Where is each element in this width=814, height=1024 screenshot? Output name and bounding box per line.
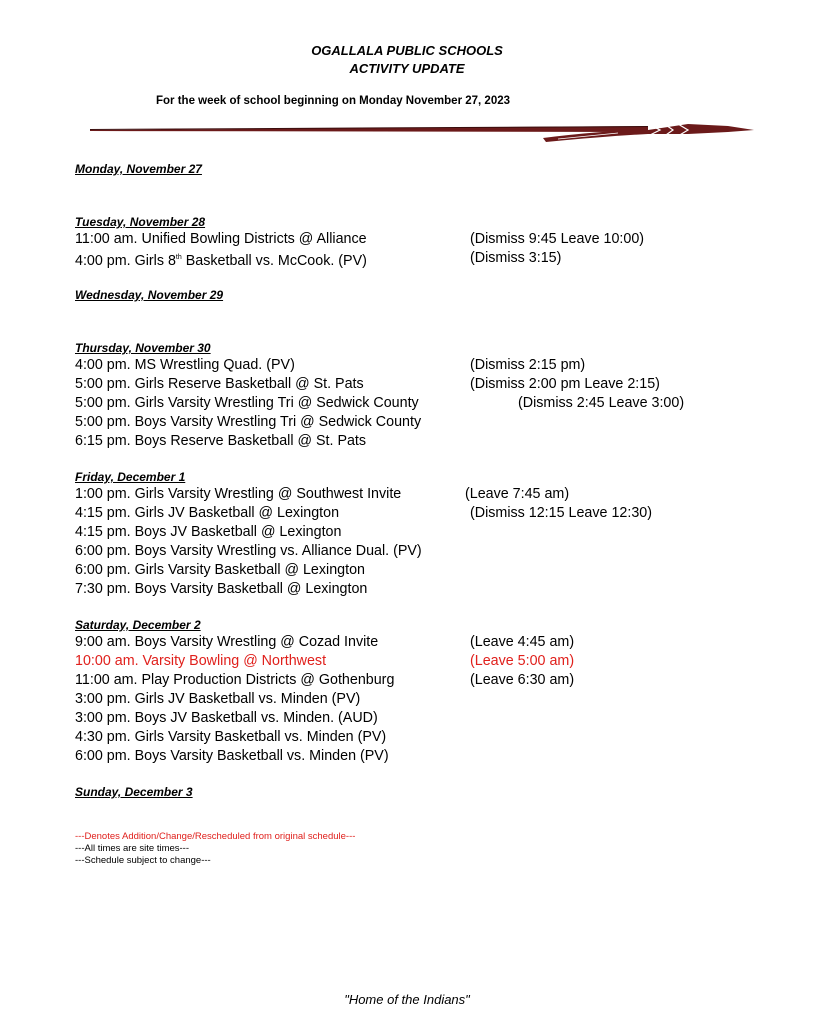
event-row: 4:30 pm. Girls Varsity Basketball vs. Minden (PV) [75,729,387,745]
event-note: (Dismiss 9:45 Leave 10:00) [470,231,645,247]
event-row: 9:00 am. Boys Varsity Wrestling @ Cozad Invite [75,634,379,650]
event-row: 5:00 pm. Girls Varsity Wrestling Tri @ Sedwick County [75,395,419,411]
event-note: (Leave 4:45 am) [470,634,575,650]
day-heading-thursday: Thursday, November 30 [75,341,211,355]
event-note: (Dismiss 2:00 pm Leave 2:15) [470,376,660,392]
event-row: 5:00 pm. Girls Reserve Basketball @ St. Pats [75,376,364,392]
event-row: 11:00 am. Play Production Districts @ Gothenburg [75,672,395,688]
event-note: (Dismiss 12:15 Leave 12:30) [470,505,652,521]
event-row: 5:00 pm. Boys Varsity Wrestling Tri @ Sedwick County [75,414,422,430]
ordinal-suffix: th [175,254,182,261]
motto: "Home of the Indians" [344,992,470,1007]
footnote-subject-to-change: ---Schedule subject to change--- [75,855,211,866]
day-heading-wednesday: Wednesday, November 29 [75,288,224,302]
event-text-part: Basketball vs. McCook. (PV) [181,252,367,269]
event-row: 4:15 pm. Boys JV Basketball @ Lexington [75,524,342,540]
event-row [75,249,367,270]
day-heading-saturday: Saturday, December 2 [75,618,201,632]
event-row: 11:00 am. Unified Bowling Districts @ Alliance [75,231,367,247]
event-row: 3:00 pm. Girls JV Basketball vs. Minden (PV) [75,691,361,707]
event-row: 6:00 pm. Boys Varsity Basketball vs. Minden (PV) [75,748,389,764]
event-row: 6:00 pm. Boys Varsity Wrestling vs. Alliance Dual. (PV) [75,543,422,559]
event-text-part: 4:00 pm. Girls 8 [75,252,176,269]
event-row: 7:30 pm. Boys Varsity Basketball @ Lexington [75,581,368,597]
event-row: 6:15 pm. Boys Reserve Basketball @ St. Pats [75,433,367,449]
event-note: (Dismiss 2:15 pm) [470,357,586,373]
day-heading-sunday: Sunday, December 3 [75,785,193,799]
day-heading-friday: Friday, December 1 [75,470,186,484]
spear-divider-icon [88,118,758,146]
event-note: (Leave 6:30 am) [470,672,575,688]
event-note-changed: (Leave 5:00 am) [470,653,575,669]
event-row: 4:15 pm. Girls JV Basketball @ Lexington [75,505,340,521]
event-row: 1:00 pm. Girls Varsity Wrestling @ Southwest Invite [75,486,402,502]
event-row: 6:00 pm. Girls Varsity Basketball @ Lexington [75,562,365,578]
event-row: 3:00 pm. Boys JV Basketball vs. Minden. (AUD) [75,710,378,726]
event-note: (Dismiss 3:15) [470,250,562,266]
event-note: (Leave 7:45 am) [465,486,570,502]
footnote-site-times: ---All times are site times--- [75,843,190,854]
event-note: (Dismiss 2:45 Leave 3:00) [518,395,685,411]
week-line: For the week of school beginning on Monday November 27, 2023 [156,95,511,107]
event-row: 4:00 pm. MS Wrestling Quad. (PV) [75,357,295,373]
school-name: OGALLALA PUBLIC SCHOOLS [311,43,503,58]
day-heading-monday: Monday, November 27 [75,162,202,176]
document-subtitle: ACTIVITY UPDATE [349,61,465,76]
day-heading-tuesday: Tuesday, November 28 [75,215,206,229]
event-row-changed: 10:00 am. Varsity Bowling @ Northwest [75,653,327,669]
footnote-changes: ---Denotes Addition/Change/Rescheduled from original schedule--- [75,831,356,842]
